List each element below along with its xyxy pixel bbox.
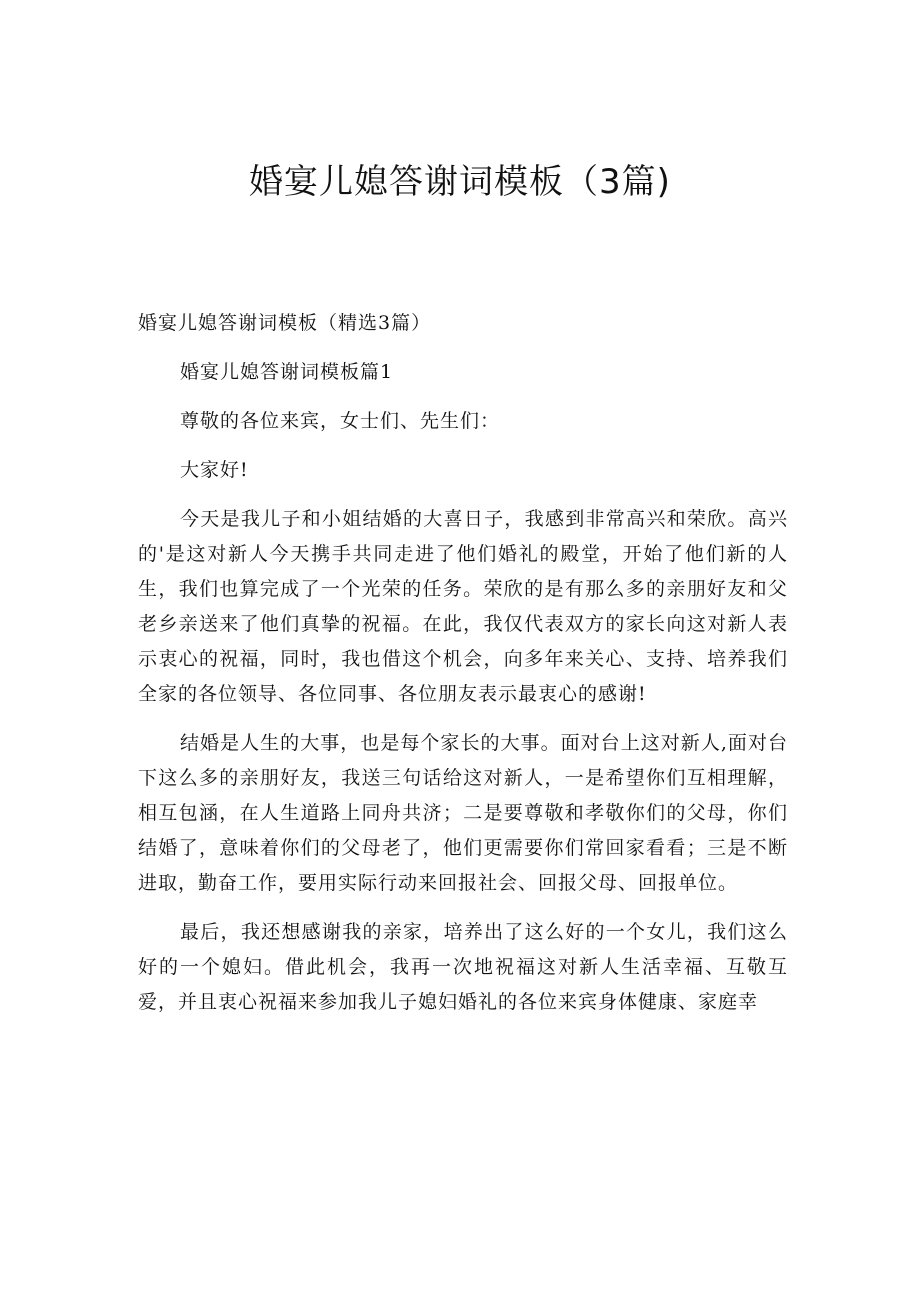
paragraph-3: 最后，我还想感谢我的亲家，培养出了这么好的一个女儿，我们这么好的一个媳妇。借此机会，我再一次地祝福这对新人生活幸福、互敬互爱，并且衷心祝福来参加我儿子媳妇婚礼的各位来宾身体健康、家庭幸: [138, 921, 788, 1013]
paragraph-1: 今天是我儿子和小姐结婚的大喜日子，我感到非常高兴和荣欣。高兴的'是这对新人今天携手共同走进了他们婚礼的殿堂，开始了他们新的人生，我们也算完成了一个光荣的任务。荣欣的是有那么多的亲朋好友和父老乡亲送来了他们真挚的祝福。在此，我仅代表双方的家长向这对新人表示衷心的祝福，同时，我也借这个机会，向多年来关心、支持、培养我们全家的各位领导、各位同事、各位朋友表示最衷心的感谢!: [138, 508, 788, 705]
document-title: 婚宴儿媳答谢词模板（3篇): [249, 162, 671, 202]
salutation: 尊敬的各位来宾，女士们、先生们：: [180, 410, 501, 432]
paragraph-2: 结婚是人生的大事，也是每个家长的大事。面对台上这对新人,面对台下这么多的亲朋好友，我送三句话给这对新人，一是希望你们互相理解，相互包涵，在人生道路上同舟共济；二是要尊敬和孝敬你们的父母，你们结婚了，意味着你们的父母老了，他们更需要你们常回家看看；三是不断进取，勤奋工作，要用实际行动来回报社会、回报父母、回报单位。: [138, 732, 788, 894]
section-heading: 婚宴儿媳答谢词模板篇1: [180, 361, 394, 383]
document-body: [138, 306, 788, 1034]
document-subtitle: 婚宴儿媳答谢词模板（精选3篇）: [138, 312, 432, 334]
greeting: 大家好!: [180, 459, 249, 481]
